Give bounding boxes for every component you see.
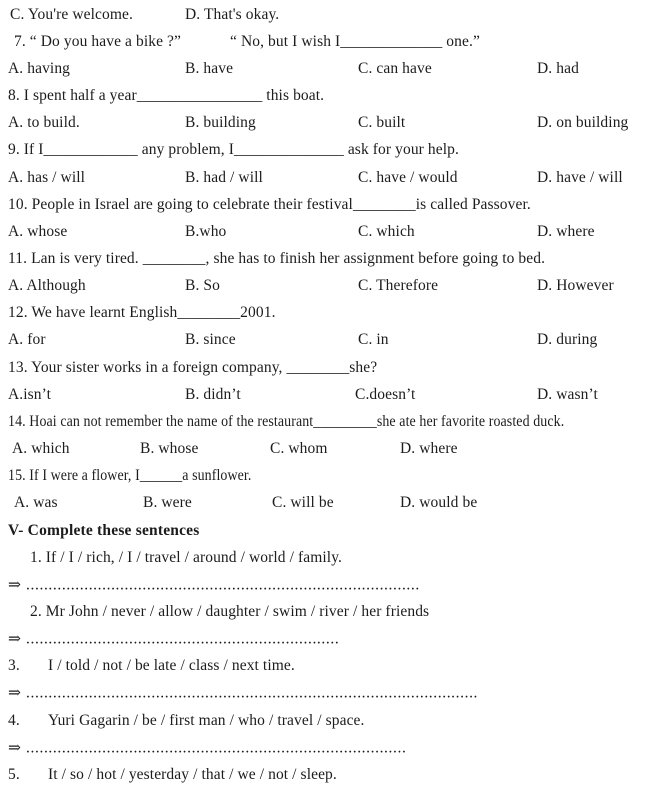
answer-options-row-7-text: B. have xyxy=(185,59,234,77)
answer-options-row-8-text: C. built xyxy=(358,114,406,132)
sentence-prompt-1 xyxy=(0,544,650,571)
answer-options-row-8-text: A. to build. xyxy=(8,114,80,132)
question-line-15-text: 15. If I were a flower, I______a sunflower. xyxy=(8,467,252,485)
answer-options-row-11-text: A. Although xyxy=(8,277,86,295)
sentence-prompt-2 xyxy=(0,598,650,625)
answer-blank-line-1 xyxy=(0,571,650,598)
answer-blank-line-2 xyxy=(0,626,650,653)
answer-options-row-13-text: C.doesn’t xyxy=(355,385,416,403)
answer-options-row-15-text: A. was xyxy=(14,494,58,512)
answer-options-row-12-text: A. for xyxy=(8,331,46,349)
answer-options-row-7-text: C. can have xyxy=(358,59,432,77)
answer-options-row-12-text: C. in xyxy=(358,331,389,349)
question-line-11 xyxy=(0,245,650,272)
answer-options-row-13 xyxy=(0,381,650,408)
sentence-prompt-4-text: Yuri Gagarin / be / first man / who / travel / space. xyxy=(48,711,365,729)
answer-options-row-13-text: D. wasn’t xyxy=(537,385,598,403)
sentence-prompt-1-text: 1. If / I / rich, / I / travel / around / world / family. xyxy=(30,548,343,566)
sentence-prompt-3 xyxy=(0,653,650,680)
answer-blank-line-4 xyxy=(0,734,650,761)
answer-options-row-10-text: D. where xyxy=(537,222,595,240)
answer-options-row-11-text: C. Therefore xyxy=(358,277,439,295)
answer-options-row-6-text: D. That's okay. xyxy=(185,5,280,23)
answer-options-row-10 xyxy=(0,218,650,245)
answer-options-row-7-text: A. having xyxy=(8,59,71,77)
question-line-9 xyxy=(0,137,650,164)
answer-options-row-7-text: D. had xyxy=(537,59,579,77)
answer-options-row-11-text: B. So xyxy=(185,277,220,295)
answer-options-row-10-text: A. whose xyxy=(8,222,68,240)
answer-options-row-11-text: D. However xyxy=(537,277,614,295)
answer-options-row-14 xyxy=(0,436,650,463)
answer-options-row-15-text: C. will be xyxy=(272,494,334,512)
question-line-8 xyxy=(0,82,650,109)
answer-options-row-12 xyxy=(0,327,650,354)
answer-options-row-13-text: A.isn’t xyxy=(8,385,52,403)
question-line-7-text: “ No, but I wish I_____________ one.” xyxy=(230,32,480,50)
question-line-7-text: 7. “ Do you have a bike ?” xyxy=(14,32,182,50)
sentence-prompt-5 xyxy=(0,761,650,788)
question-line-12 xyxy=(0,300,650,327)
question-line-14 xyxy=(0,408,650,435)
answer-options-row-10-text: B.who xyxy=(185,222,227,240)
question-line-11-text: 11. Lan is very tired. ________, she has to finish her assignment before going to bed. xyxy=(8,249,546,267)
answer-options-row-14-text: A. which xyxy=(12,440,70,458)
question-line-14-text: 14. Hoai can not remember the name of the restaurant_________she ate her favorite roasted duck. xyxy=(8,412,565,430)
sentence-prompt-2-text: 2. Mr John / never / allow / daughter / swim / river / her friends xyxy=(30,603,430,621)
answer-options-row-11 xyxy=(0,273,650,300)
answer-blank-line-3-text: ⇒ ..................................................................................................... xyxy=(8,684,479,702)
answer-options-row-6 xyxy=(0,1,650,28)
answer-options-row-9-text: B. had / will xyxy=(185,168,263,186)
answer-options-row-14-text: D. where xyxy=(400,440,458,458)
answer-options-row-8-text: D. on building xyxy=(537,114,629,132)
answer-options-row-9-text: C. have / would xyxy=(358,168,458,186)
question-line-10-text: 10. People in Israel are going to celebrate their festival________is called Passover. xyxy=(8,195,531,213)
answer-options-row-7 xyxy=(0,55,650,82)
question-line-13-text: 13. Your sister works in a foreign company, ________she? xyxy=(8,358,378,376)
answer-options-row-8 xyxy=(0,110,650,137)
answer-options-row-12-text: D. during xyxy=(537,331,598,349)
sentence-prompt-5-text: It / so / hot / yesterday / that / we / not / sleep. xyxy=(48,765,337,783)
question-line-9-text: 9. If I____________ any problem, I______________ ask for your help. xyxy=(8,141,459,159)
question-line-15 xyxy=(0,463,650,490)
section-heading-v-text: V- Complete these sentences xyxy=(8,521,200,539)
answer-options-row-15-text: B. were xyxy=(143,494,192,512)
answer-blank-line-1-text: ⇒ ........................................................................................ xyxy=(8,576,420,594)
answer-options-row-9-text: A. has / will xyxy=(8,168,86,186)
sentence-prompt-4 xyxy=(0,707,650,734)
answer-options-row-12-text: B. since xyxy=(185,331,236,349)
question-line-12-text: 12. We have learnt English________2001. xyxy=(8,304,276,322)
answer-blank-line-3 xyxy=(0,680,650,707)
answer-blank-line-4-text: ⇒ ..................................................................................... xyxy=(8,739,407,757)
answer-options-row-13-text: B. didn’t xyxy=(185,385,241,403)
answer-options-row-14-text: B. whose xyxy=(140,440,199,458)
answer-options-row-6-text: C. You're welcome. xyxy=(10,5,133,23)
question-line-7 xyxy=(0,28,650,55)
answer-options-row-10-text: C. which xyxy=(358,222,415,240)
question-line-8-text: 8. I spent half a year________________ this boat. xyxy=(8,87,325,105)
answer-options-row-9 xyxy=(0,164,650,191)
sentence-prompt-3-text: 3. xyxy=(8,657,20,675)
answer-options-row-15-text: D. would be xyxy=(400,494,478,512)
answer-options-row-8-text: B. building xyxy=(185,114,256,132)
section-heading-v xyxy=(0,517,650,544)
sentence-prompt-5-text: 5. xyxy=(8,765,20,783)
question-line-13 xyxy=(0,354,650,381)
sentence-prompt-4-text: 4. xyxy=(8,711,20,729)
sentence-prompt-3-text: I / told / not / be late / class / next time. xyxy=(48,657,295,675)
question-line-10 xyxy=(0,191,650,218)
answer-options-row-9-text: D. have / will xyxy=(537,168,623,186)
answer-options-row-14-text: C. whom xyxy=(270,440,328,458)
answer-blank-line-2-text: ⇒ ...................................................................... xyxy=(8,630,340,648)
answer-options-row-15 xyxy=(0,490,650,517)
